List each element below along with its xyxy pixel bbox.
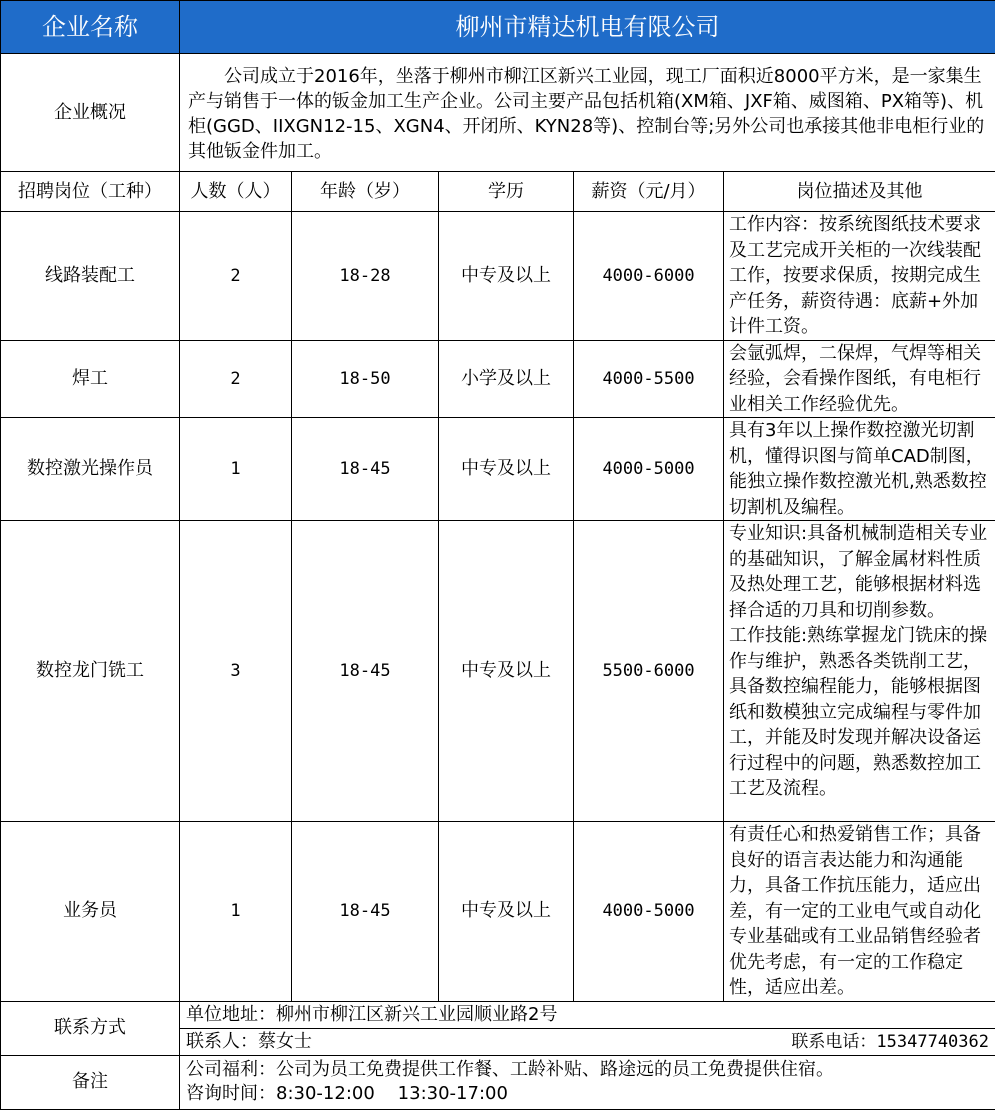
education-cell: 小学及以上 — [439, 340, 574, 418]
notes-benefits: 公司福利：公司为员工免费提供工作餐、工龄补贴、路途远的员工免费提供住宿。 — [186, 1058, 989, 1082]
table-row — [1, 340, 995, 418]
education-cell: 中专及以上 — [439, 822, 574, 1002]
count-cell: 2 — [180, 340, 292, 418]
overview-row — [1, 54, 995, 172]
count-cell: 1 — [180, 418, 292, 521]
description-cell: 有责任心和热爱销售工作；具备良好的语言表达能力和沟通能力，具备工作抗压能力，适应出差，有一定的工业电气或自动化专业基础或有工业品销售经验者优先考虑，有一定的工作稳定性，适应出差。 — [724, 822, 995, 1002]
table-row — [1, 212, 995, 341]
column-header: 招聘岗位（工种） — [1, 172, 180, 212]
column-header: 年龄（岁） — [292, 172, 439, 212]
age-cell: 18-45 — [292, 822, 439, 1002]
education-cell: 中专及以上 — [439, 521, 574, 822]
overview-label: 企业概况 — [1, 54, 180, 172]
contact-person-phone — [180, 1028, 995, 1055]
description-skills: 工作技能:熟练掌握龙门铣床的操作与维护，熟悉各类铣削工艺，具备数控编程能力，能够根据图纸和数模独立完成编程与零件加工，并能及时发现并解决设备运行过程中的问题，熟悉数控加工工艺及流程。 — [729, 623, 991, 802]
header-row — [1, 1, 995, 54]
column-header-row — [1, 172, 995, 212]
table-row — [1, 418, 995, 521]
table-row — [1, 822, 995, 1002]
column-header: 学历 — [439, 172, 574, 212]
education-cell: 中专及以上 — [439, 212, 574, 341]
age-cell: 18-28 — [292, 212, 439, 341]
overview-text: 公司成立于2016年，坐落于柳州市柳江区新兴工业园，现工厂面积近8000平方米，是一家集生产与销售于一体的钣金加工生产企业。公司主要产品包括机箱(XM箱、JXF箱、威图箱、PX箱等)、机柜(GGD、IIXGN12-15、XGN4、开闭所、KYN28等)、控制台等;另外公司也承接其他非电柜行业的其他钣金件加工。 — [180, 54, 995, 172]
count-cell: 3 — [180, 521, 292, 822]
notes-label: 备注 — [1, 1055, 180, 1109]
contact-address: 单位地址：柳州市柳江区新兴工业园顺业路2号 — [180, 1001, 995, 1028]
column-header: 人数（人） — [180, 172, 292, 212]
table-row — [1, 521, 995, 822]
salary-cell: 4000-5500 — [574, 340, 724, 418]
salary-cell: 5500-6000 — [574, 521, 724, 822]
count-cell: 2 — [180, 212, 292, 341]
position-cell: 焊工 — [1, 340, 180, 418]
count-cell: 1 — [180, 822, 292, 1002]
description-cell: 会氩弧焊，二保焊，气焊等相关经验，会看操作图纸，有电柜行业相关工作经验优先。 — [724, 340, 995, 418]
position-cell: 数控激光操作员 — [1, 418, 180, 521]
contact-label: 联系方式 — [1, 1001, 180, 1055]
age-cell: 18-50 — [292, 340, 439, 418]
education-cell: 中专及以上 — [439, 418, 574, 521]
salary-cell: 4000-5000 — [574, 418, 724, 521]
description-cell: 工作内容：按系统图纸技术要求及工艺完成开关柜的一次线装配工作，按要求保质，按期完成生产任务，薪资待遇：底薪+外加计件工资。 — [724, 212, 995, 341]
position-cell: 数控龙门铣工 — [1, 521, 180, 822]
position-cell: 线路装配工 — [1, 212, 180, 341]
contact-person: 联系人：蔡女士 — [186, 1030, 312, 1054]
company-name: 柳州市精达机电有限公司 — [180, 1, 995, 54]
notes-row — [1, 1055, 995, 1109]
column-header: 薪资（元/月） — [574, 172, 724, 212]
column-header: 岗位描述及其他 — [724, 172, 995, 212]
age-cell: 18-45 — [292, 521, 439, 822]
description-knowledge: 专业知识:具备机械制造相关专业的基础知识，了解金属材料性质及热处理工艺，能够根据材料选择合适的刀具和切削参数。 — [729, 521, 991, 623]
contact-row — [1, 1001, 995, 1028]
description-cell: 具有3年以上操作数控激光切割机，懂得识图与简单CAD制图，能独立操作数控激光机,熟悉数控切割机及编程。 — [724, 418, 995, 521]
description-cell — [724, 521, 995, 822]
notes-content — [180, 1055, 995, 1109]
age-cell: 18-45 — [292, 418, 439, 521]
notes-hours: 咨询时间：8:30-12:00 13:30-17:00 — [186, 1082, 989, 1106]
salary-cell: 4000-6000 — [574, 212, 724, 341]
company-name-label: 企业名称 — [1, 1, 180, 54]
contact-phone: 联系电话：15347740362 — [791, 1030, 989, 1054]
position-cell: 业务员 — [1, 822, 180, 1002]
salary-cell: 4000-5000 — [574, 822, 724, 1002]
